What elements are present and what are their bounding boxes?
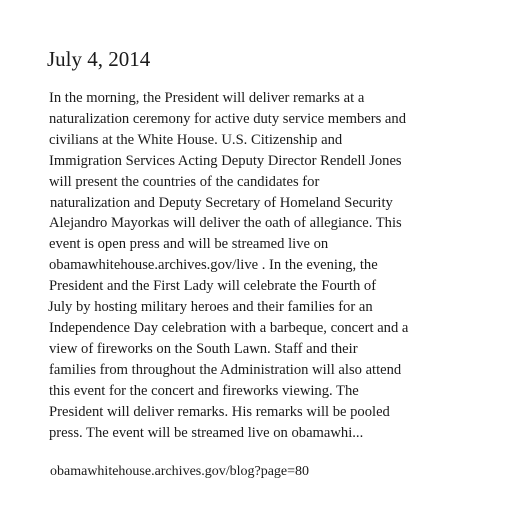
body-line: will present the countries of the candidates for (49, 173, 320, 190)
body-line: civilians at the White House. U.S. Citizenship and (49, 131, 343, 148)
source-url: obamawhitehouse.archives.gov/blog?page=80 (50, 464, 310, 479)
body-line: President will deliver remarks. His remarks will be pooled (49, 403, 390, 420)
body-line: naturalization ceremony for active duty service members and (49, 110, 406, 127)
body-line: Independence Day celebration with a barbeque, concert and a (49, 319, 409, 336)
body-line: July by hosting military heroes and their families for an (48, 299, 373, 316)
body-line: obamawhitehouse.archives.gov/live . In the evening, the (49, 257, 378, 274)
body-line: naturalization and Deputy Secretary of Homeland Security (50, 194, 393, 211)
body-line: Immigration Services Acting Deputy Director Rendell Jones (49, 152, 402, 169)
post-body (49, 88, 429, 443)
body-line: event is open press and will be streamed live on (49, 236, 329, 253)
body-line: In the morning, the President will deliver remarks at a (49, 90, 365, 106)
body-line: view of fireworks on the South Lawn. Staff and their (49, 340, 358, 357)
body-line: President and the First Lady will celebrate the Fourth of (49, 278, 377, 295)
body-line: Alejandro Mayorkas will deliver the oath of allegiance. This (49, 215, 402, 232)
body-line: press. The event will be streamed live on obamawhi... (49, 424, 364, 441)
body-line: this event for the concert and fireworks viewing. The (49, 382, 359, 399)
body-line: families from throughout the Administration will also attend (49, 361, 402, 378)
post-date: July 4, 2014 (47, 47, 151, 71)
